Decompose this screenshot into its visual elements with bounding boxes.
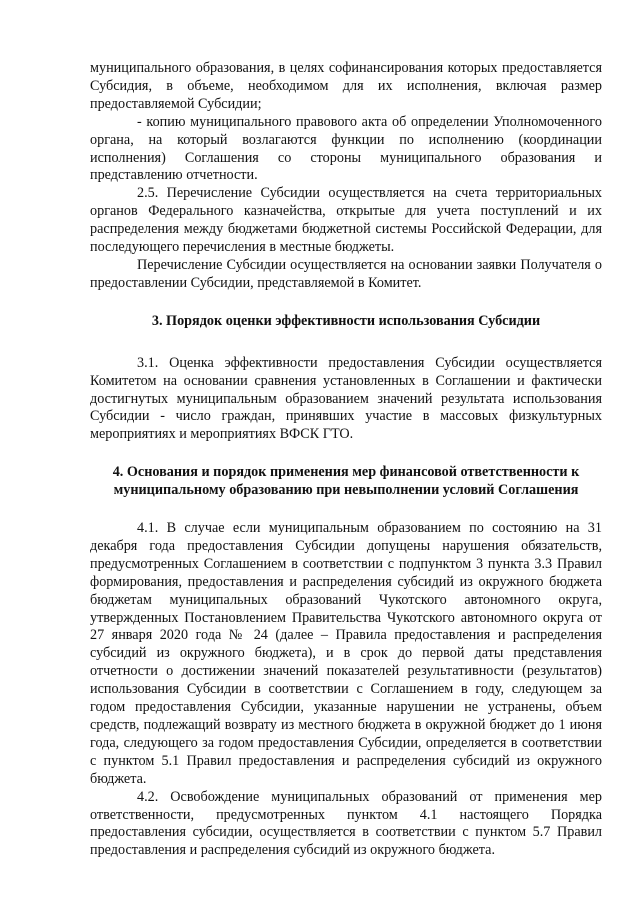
section-3-heading: 3. Порядок оценки эффективности использования Субсидии (151, 312, 541, 329)
paragraph-4-1: 4.1. В случае если муниципальным образованием по состоянию на 31 декабря года предоставления Субсидии допущены нарушения обязательств, предусмотренных Соглашением в соответствии с подпунктом 3 пункта 3.3 Правил формирования, предоставления и распределения субсидий из окружного бюджета бюджетам муниципальных образований Чукотского автономного округа, утвержденных Постановлением Правительства Чукотского автономного округа от 27 января 2020 года № 24 (далее – Правила предоставления и распределения субсидий из окружного бюджета), и в срок до первой даты представления отчетности о достижении значений показателей результативности (результатов) использования Субсидии в соответствии с Соглашением в году, следующем за годом предоставления Субсидии, указанные нарушении не устранены, объем средств, подлежащий возврату из местного бюджета в окружной бюджет до 1 июня года, следующего за годом предоставления Субсидии, определяется в соответствии с пунктом 5.1 Правил предоставления и распределения субсидий из окружного бюджета. (90, 520, 602, 787)
paragraph-transfer: Перечисление Субсидии осуществляется на основании заявки Получателя о предоставлении Субсидии, представляемой в Комитет. (90, 256, 602, 291)
section-4-heading: 4. Основания и порядок применения мер финансовой ответственности к муниципальному образованию при невыполнении условий Соглашения (112, 464, 580, 499)
document-page (90, 60, 602, 860)
bullet-copy-paragraph: - копию муниципального правового акта об определении Уполномоченного органа, на который возлагаются функции по исполнению (координации исполнения) Соглашения со стороны муниципального образования и представлению отчетности. (90, 113, 602, 184)
intro-fragment: муниципального образования, в целях софинансирования которых предоставляется Субсидия, в объеме, необходимом для их исполнения, включая размер предоставляемой Субсидии; (90, 60, 602, 112)
paragraph-2-5: 2.5. Перечисление Субсидии осуществляется на счета территориальных органов Федерального казначейства, открытые для учета поступлений и их распределения между бюджетами бюджетной системы Российской Федерации, для последующего перечисления в местные бюджеты. (90, 185, 602, 256)
paragraph-3-1: 3.1. Оценка эффективности предоставления Субсидии осуществляется Комитетом на основании сравнения установленных в Соглашении и фактически достигнутых муниципальным образованием значений результата использования Субсидии - число граждан, принявших участие в массовых физкультурных мероприятиях и мероприятиях ВФСК ГТО. (90, 354, 602, 443)
paragraph-4-2: 4.2. Освобождение муниципальных образований от применения мер ответственности, предусмотренных пунктом 4.1 настоящего Порядка предоставления субсидии, осуществляется в соответствии с пунктом 5.7 Правил предоставления и распределения субсидий из окружного бюджета. (90, 788, 602, 859)
